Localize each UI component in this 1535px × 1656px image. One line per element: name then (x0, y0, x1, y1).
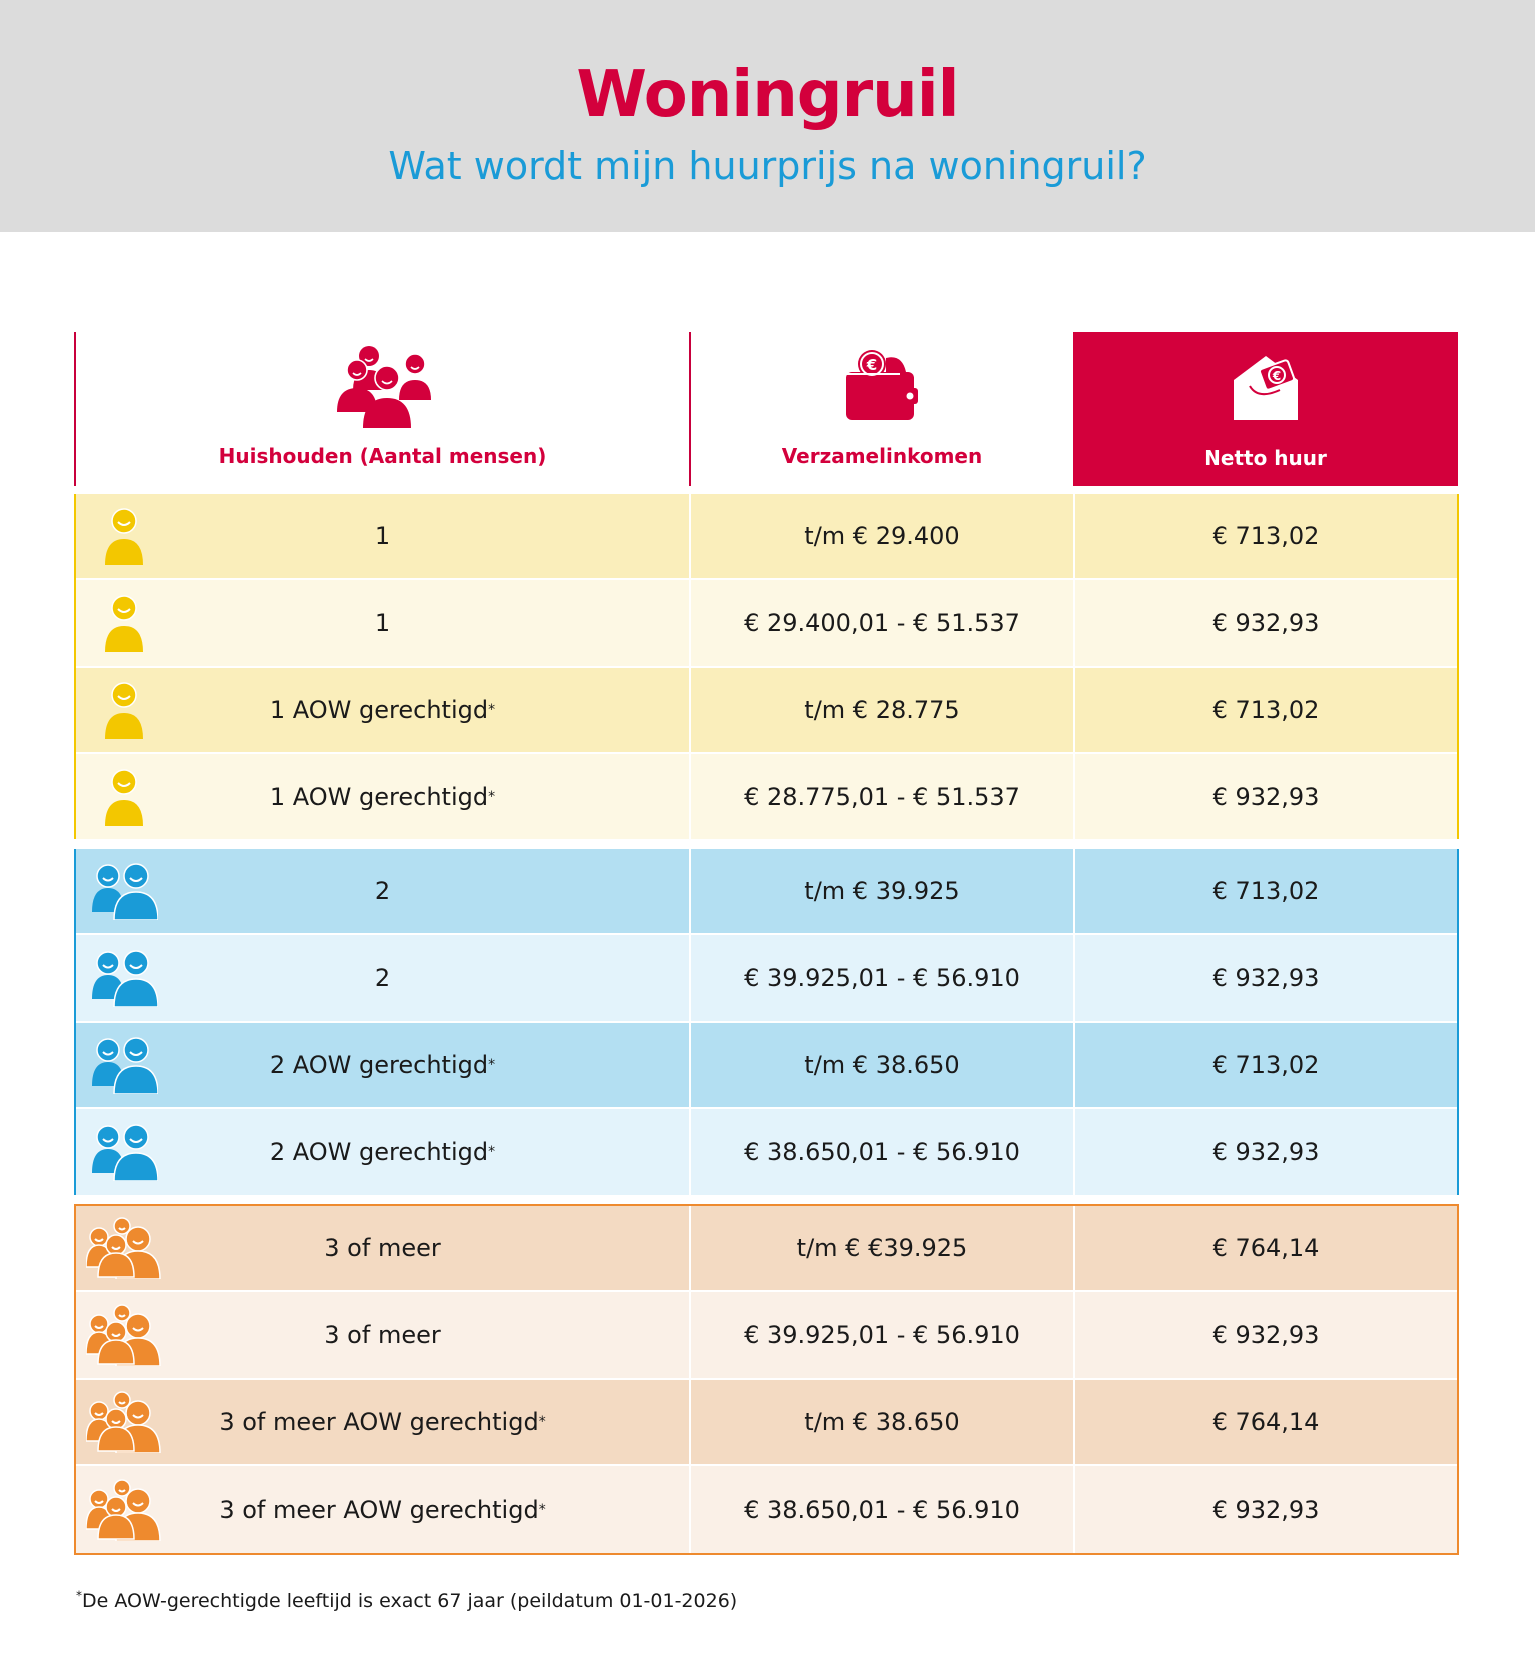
table-row (76, 1206, 1457, 1290)
household-cell (76, 935, 689, 1021)
household-value: 2 (374, 877, 391, 905)
table-row (76, 1380, 1457, 1464)
table-row (76, 849, 1457, 933)
household-cell: 3 of meer AOW gerechtigd * (219, 1408, 546, 1436)
footnote (76, 1590, 737, 1612)
page-subtitle: Wat wordt mijn huurprijs na woningruil? (388, 144, 1147, 188)
household-value: 2 (374, 964, 391, 992)
household-cell: 1 AOW gerechtigd * (269, 782, 496, 811)
column-header-rent (1073, 332, 1458, 486)
household-group-icon (335, 342, 431, 428)
household-value: 3 of meer AOW gerechtigd (219, 1495, 539, 1524)
income-cell: t/m € 38.650 (689, 1023, 1073, 1107)
rent-cell: € 932,93 (1073, 754, 1457, 839)
household-cell: 2 AOW gerechtigd * (269, 1051, 496, 1079)
rent-header-label: Netto huur (1204, 446, 1327, 470)
table-row (76, 1023, 1457, 1107)
rent-cell: € 764,14 (1073, 1206, 1457, 1290)
household-cell: 3 of meer AOW gerechtigd * (219, 1495, 546, 1524)
household-value: 1 (374, 522, 391, 550)
table-row (76, 1109, 1457, 1195)
household-value: 3 of meer AOW gerechtigd (219, 1408, 539, 1436)
group-single-person (74, 494, 1459, 839)
rent-cell: € 932,93 (1073, 1292, 1457, 1378)
svg-text:€: € (1272, 369, 1281, 383)
income-cell: t/m € 29.400 (689, 494, 1073, 578)
income-cell: € 39.925,01 - € 56.910 (689, 935, 1073, 1021)
household-cell (76, 494, 689, 578)
table-row (76, 935, 1457, 1021)
table-row (76, 1466, 1457, 1553)
income-cell: t/m € 39.925 (689, 849, 1073, 933)
household-cell (76, 1206, 689, 1290)
page-title: Woningruil (576, 58, 959, 132)
household-value: 1 (374, 609, 391, 637)
title-banner (0, 0, 1535, 232)
column-header-income (689, 332, 1073, 486)
income-header-label: Verzamelinkomen (781, 444, 983, 468)
rent-cell: € 713,02 (1073, 1023, 1457, 1107)
household-cell (76, 1292, 689, 1378)
house-euro-icon (1228, 350, 1304, 426)
income-cell: € 29.400,01 - € 51.537 (689, 580, 1073, 666)
income-cell: € 39.925,01 - € 56.910 (689, 1292, 1073, 1378)
table-row (76, 754, 1457, 839)
household-header-label: Huishouden (Aantal mensen) (218, 444, 547, 468)
household-cell (76, 849, 689, 933)
group-three-or-more (74, 1204, 1459, 1555)
rent-cell: € 764,14 (1073, 1380, 1457, 1464)
household-value: 3 of meer (324, 1234, 441, 1262)
rent-cell: € 932,93 (1073, 935, 1457, 1021)
rent-cell: € 713,02 (1073, 668, 1457, 752)
household-value: 2 AOW gerechtigd (269, 1138, 489, 1166)
table-row (76, 494, 1457, 578)
income-cell: t/m € 38.650 (689, 1380, 1073, 1464)
income-cell: € 28.775,01 - € 51.537 (689, 754, 1073, 839)
household-value: 1 AOW gerechtigd (269, 696, 489, 724)
footnote-marker: * (76, 1588, 82, 1603)
household-value: 3 of meer (324, 1321, 441, 1349)
household-cell: 1 AOW gerechtigd * (269, 696, 496, 724)
footnote-text: De AOW-gerechtigde leeftijd is exact 67 jaar (peildatum 01-01-2026) (82, 1590, 738, 1612)
rent-cell: € 932,93 (1073, 580, 1457, 666)
table-row (76, 668, 1457, 752)
household-value: 2 AOW gerechtigd (269, 1051, 489, 1079)
group-two-people (74, 849, 1459, 1195)
income-cell: € 38.650,01 - € 56.910 (689, 1466, 1073, 1553)
rent-cell: € 932,93 (1073, 1466, 1457, 1553)
rent-table (74, 332, 1459, 1555)
rent-cell: € 713,02 (1073, 494, 1457, 578)
wallet-euro-icon (842, 348, 922, 424)
household-cell: 2 AOW gerechtigd * (269, 1138, 496, 1166)
income-cell: t/m € 28.775 (689, 668, 1073, 752)
table-row (76, 580, 1457, 666)
rent-cell: € 713,02 (1073, 849, 1457, 933)
rent-cell: € 932,93 (1073, 1109, 1457, 1195)
household-value: 1 AOW gerechtigd (269, 782, 489, 811)
column-header-household (74, 332, 689, 486)
income-cell: t/m € €39.925 (689, 1206, 1073, 1290)
income-cell: € 38.650,01 - € 56.910 (689, 1109, 1073, 1195)
svg-text:€: € (866, 356, 878, 374)
table-row (76, 1292, 1457, 1378)
household-cell (76, 580, 689, 666)
